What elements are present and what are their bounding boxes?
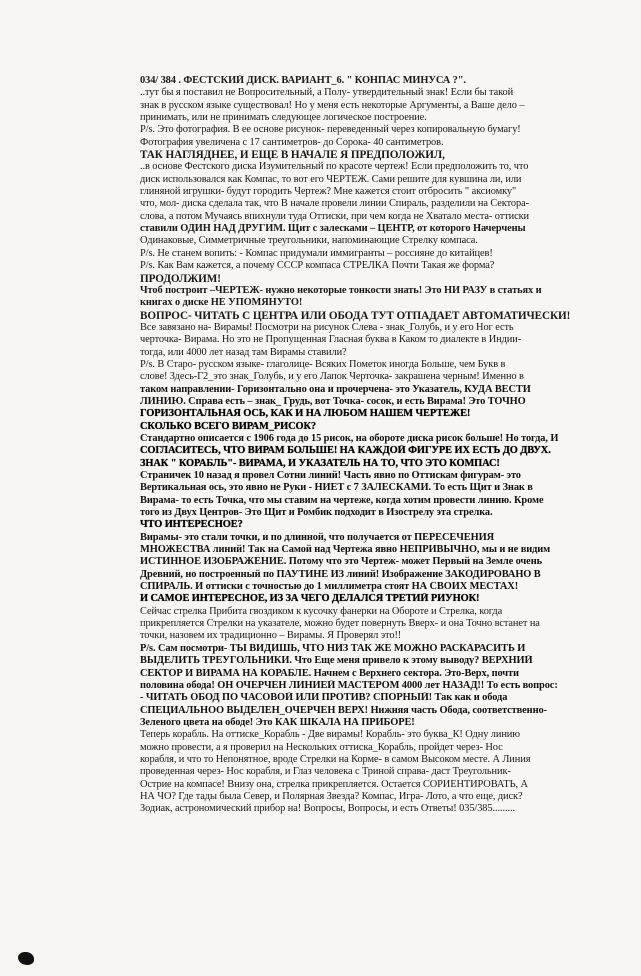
text-line: P/s. Сам посмотри- ТЫ ВИДИШЬ, ЧТО НИЗ ТАК ЖЕ МОЖНО РАСКАРАСИТЬ И — [140, 642, 526, 654]
text-line: ..в основе Фестского диска Изумительный по красоте чертеж! Если предположить то, что — [140, 161, 529, 173]
text-line: точки, назовем их традиционно – Вирамы. Я Проверял это!! — [140, 630, 402, 642]
text-line: Зодиак, астрономический прибор на! Вопросы, Вопросы, и есть Ответы! 035/385......... — [140, 803, 515, 815]
text-line: - ЧИТАТЬ ОБОД ПО ЧАСОВОЙ ИЛИ ПРОТИВ? СПОРНЫЙ! Так как и обода — [140, 692, 508, 704]
text-line: P/s. Не станем вопить: - Компас придумали иммигранты – россияне до китайцев! — [140, 247, 493, 259]
text-line: Стандартно описается с 1906 года до 15 рисок, на обороте диска рисок больше! Но тогда, И — [140, 432, 559, 444]
text-line: СЕКТОР И ВИРАМА НА КОРАБЛЕ. Начнем с Верхнего сектора. Это-Верх, почти — [140, 667, 519, 679]
text-line: P/s. Это фотография. В ее основе рисунок- переведенный через копировальную бумагу! — [140, 124, 521, 136]
text-line: половина обода! ОН ОЧЕРЧЕН ЛИНИЕЙ МАСТЕРОМ 4000 лет НАЗАД!! То есть вопрос: — [140, 679, 558, 691]
text-line: проведенная через- Нос корабля, и Глаз человека с Триной справа- даст Треугольник- — [140, 766, 511, 778]
text-line: того из Двух Центров- Это Щит и Ромбик подходит в Изострелу эта стрелка. — [140, 507, 493, 519]
text-line: СПЕЦИАЛЬНОО ВЫДЕЛЕН_ОЧЕРЧЕН ВЕРХ! Нижняя часть Обода, соответственно- — [140, 704, 547, 716]
text-line: ИСТИННОЕ ИЗОБРАЖЕНИЕ. Потому что это Чертеж- может Первый на Земле очень — [140, 556, 542, 568]
text-line: СПИРАЛЬ. И оттиски с точностью до 1 миллиметра стоят НА СВОИХ МЕСТАХ! — [140, 581, 519, 593]
text-line: ЛИНИЮ. Справа есть – знак_ Грудь, вот Точка- сосок, и есть Вирама! Это ТОЧНО — [140, 395, 526, 407]
text-line: Страничек 10 назад я провел Сотни линий! Часть явно по Оттискам фигурам- это — [140, 470, 521, 481]
text-line: И САМОЕ ИНТЕРЕСНОЕ, ИЗ ЗА ЧЕГО ДЕЛАЛСЯ ТРЕТИЙ РИУНОК! — [140, 593, 480, 605]
text-line: 034/ 384 . ФЕСТСКИЙ ДИСК. ВАРИАНТ_6. " КОНПАС МИНУСА ?". — [140, 75, 466, 86]
text-line: черточка- Вирама. Но это не Пропущенная Гласная буква в Каком то диалекте в Индии- — [140, 334, 522, 346]
text-line: СКОЛЬКО ВСЕГО ВИРАМ_РИСОК? — [140, 420, 316, 432]
text-line: Одинаковые, Симметричные треугольники, напоминающие Стрелку компаса. — [140, 235, 478, 247]
text-line: диск использовался как Компас, то вот его ЧЕРТЕЖ. Сами решите для кувшина ли, или — [140, 173, 522, 185]
text-line: что, мол- диска сделала так, что В начале провели линии Спираль, разделили на Сектора- — [140, 198, 529, 210]
text-line: прикрепляется Стрелки на указателе, можно будет повернуть Вверх- и она Точно встанет на — [140, 618, 540, 630]
text-line: P/s. В Старо- русском языке- глаголице- Всяких Пометок иногда Больше, чем Букв в — [140, 358, 506, 370]
text-line: ГОРИЗОНТАЛЬНАЯ ОСЬ, КАК И НА ЛЮБОМ НАШЕМ ЧЕРТЕЖЕ! — [140, 408, 471, 420]
text-line: ВЫДЕЛИТЬ ТРЕУГОЛЬНИКИ. Что Еще меня привело к этому выводу? ВЕРХНИЙ — [140, 655, 533, 667]
text-line: тогда, или 4000 лет назад там Вирамы ставили? — [140, 346, 347, 358]
text-line: СОГЛАСИТЕСЬ, ЧТО ВИРАМ БОЛЬШЕ! НА КАЖДОЙ ФИГУРЕ ИХ ЕСТЬ ДО ДВУХ. — [140, 445, 551, 457]
text-line: Вертикальная ось, это явно не Руки - НИЕТ с 7 ЗАЛЕСКАМИ. То есть Щит и Знак в — [140, 482, 533, 494]
text-line: Вирама- то есть Точка, что мы ставим на чертеже, когда хотим провести линию. Кроме — [140, 494, 544, 506]
text-line: НА ЧО? Где тады была Север, и Полярная Звезда? Компас, Игра- Лото, а что еще, диск? — [140, 790, 523, 802]
text-line: Древний, но построенный по ПАУТИНЕ ИЗ линий! Изображение ЗАКОДИРОВАНО В — [140, 568, 541, 580]
text-line: слова, а потом Мучаясь впихнули туда Оттиски, при чем когда не Хватало места- оттиски — [140, 210, 530, 222]
text-line: ставили ОДИН НАД ДРУГИМ. Щит с залесками – ЦЕНТР, от которого Начерчены — [140, 223, 526, 235]
text-line: Фотография увеличена с 17 сантиметров- до Сорока- 40 сантиметров. — [140, 136, 444, 148]
text-line: слове! Здесь-Г2_это знак_Голубь, и у его Лапок Черточка- закрашена черным! Именно в — [140, 371, 524, 383]
text-line: Чтоб построит –ЧЕРТЕЖ- нужно некоторые тонкости знать! Это НИ РАЗУ в статьях и — [140, 284, 542, 296]
text-line: Теперь корабль. На оттиске_Корабль - Две вирамы! Корабль- это буква_К! Одну линию — [140, 729, 520, 741]
text-line: корабля, и что то Непонятное, вроде Стрелки на Корме- в самом Высоком месте. А Линия — [140, 753, 531, 765]
text-line: P/s. Как Вам кажется, а почему СССР компаса СТРЕЛКА Почти Такая же форма? — [140, 260, 495, 272]
text-line: книгах о диске НЕ УПОМЯНУТО! — [140, 297, 303, 309]
text-line: можно провести, а я проверил на Нескольких оттиска_Корабль, пройдет через- Нос — [140, 741, 503, 753]
text-line: принимать, или не принимать следующее логическое построение. — [140, 112, 427, 124]
text-line: ПРОДОЛЖИМ! — [140, 272, 221, 285]
text-line: знак в русском языке существовал! Но у меня есть некоторые Аргументы, а Ваше дело – — [140, 99, 525, 111]
text-line: ЗНАК " КОРАБЛЬ"- ВИРАМА, И УКАЗАТЕЛЬ НА ТО, ЧТО ЭТО КОМПАС! — [140, 457, 500, 469]
ink-blot — [18, 952, 34, 965]
text-line: Зеленого цвета на ободе! Это КАК ШКАЛА НА ПРИБОРЕ! — [140, 716, 415, 728]
text-line: ЧТО ИНТЕРЕСНОЕ? — [140, 519, 243, 531]
text-line: МНОЖЕСТВА линий! Так на Самой над Чертежа явно НЕПРИВЫЧНО, мы и не видим — [140, 544, 551, 556]
text-line: таком направлении- Горизонтально она и прочерчена- это Указатель, КУДА ВЕСТИ — [140, 383, 531, 395]
text-line: глиняной игрушки- будут городить Чертеж? Мне кажется стоит отбросить " аксиомку" — [140, 186, 517, 198]
text-line: Острие на компасе! Внизу она, стрелка прикрепляется. Остается СОРИЕНТИРОВАТЬ, А — [140, 778, 528, 790]
text-line: ВОПРОС- ЧИТАТЬ С ЦЕНТРА ИЛИ ОБОДА ТУТ ОТПАДАЕТ АВТОМАТИЧЕСКИ! — [140, 309, 571, 322]
document-text — [140, 75, 625, 816]
text-line: ..тут бы я поставил не Вопросительный, а Полу- утвердительный знак! Если бы такой — [140, 87, 514, 99]
text-line: Вирамы- это стали точки, и по длинной, что получается от ПЕРЕСЕЧЕНИЯ — [140, 531, 494, 543]
text-line: ТАК НАГЛЯДНЕЕ, И ЕЩЕ В НАЧАЛЕ Я ПРЕДПОЛОЖИЛ, — [140, 149, 445, 162]
text-line: Сейчас стрелка Прибита гвоздиком к кусочку фанерки на Обороте и Стрелка, когда — [140, 605, 503, 617]
text-line: Все завязано на- Вирамы! Посмотри на рисунок Слева - знак_Голубь, и у его Ног есть — [140, 321, 514, 333]
